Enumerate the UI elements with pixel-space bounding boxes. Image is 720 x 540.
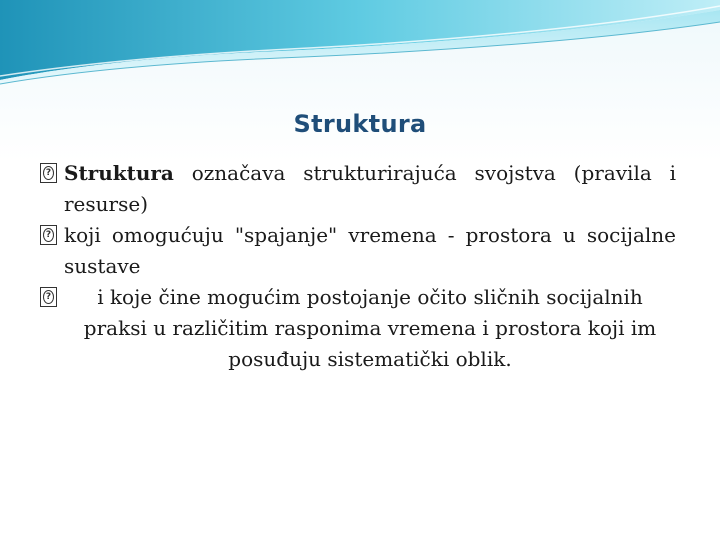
slide-title-text: Struktura <box>293 110 427 138</box>
slide-title <box>0 110 720 138</box>
bullet-item-3 <box>40 282 676 375</box>
bullet-item-2 <box>40 220 676 282</box>
bullet-3-text: i koje čine mogućim postojanje očito sličnih socijalnih praksi u različitim rasponima vremena i prostora koji im posuđuju sistematički oblik. <box>83 285 657 371</box>
bullet-item-1 <box>40 158 676 220</box>
replacement-char-icon: ? <box>40 287 57 307</box>
bullet-list <box>40 158 676 375</box>
bullet-1-bold-lead: Struktura <box>64 161 174 185</box>
bullet-1-text: označava strukturirajuća svojstva (pravila i resurse) <box>64 161 676 216</box>
header-wave-decoration <box>0 0 720 90</box>
bullet-2-text: koji omogućuju "spajanje" vremena - prostora u socijalne sustave <box>64 223 676 278</box>
replacement-char-icon: ? <box>40 163 57 183</box>
replacement-char-icon: ? <box>40 225 57 245</box>
